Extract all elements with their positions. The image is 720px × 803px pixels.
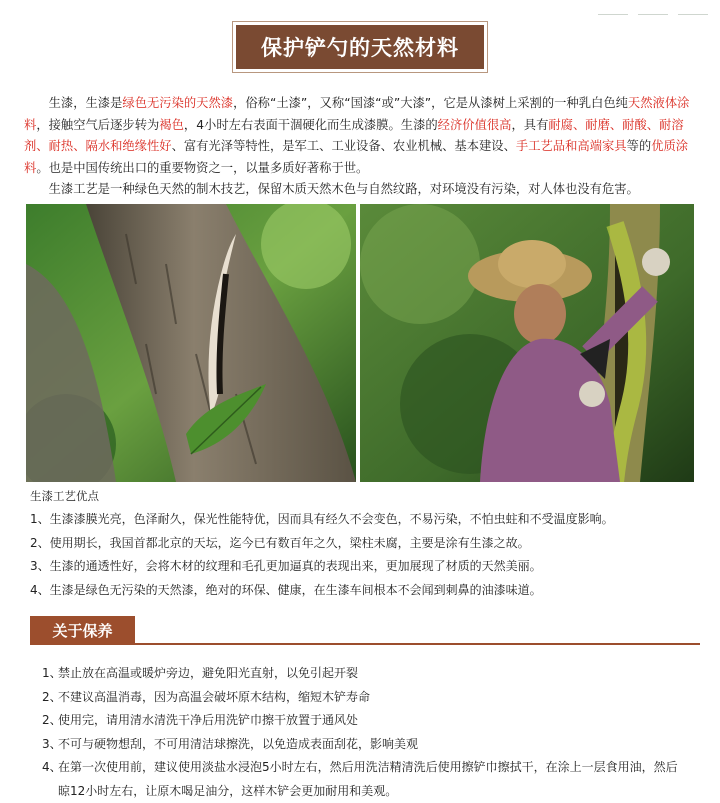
- care-item: [42, 709, 682, 733]
- highlight-text: 绿色无污染的天然漆: [122, 96, 234, 110]
- care-item-text: 不可与硬物想刮，不可用清洁球擦洗，以免造成表面刮花，影响美观: [58, 736, 419, 751]
- intro-text-segment: 。也是中国传统出口的重要物资之一，以量多质好著称于世。: [36, 160, 369, 175]
- care-item-number: 3、: [42, 736, 62, 751]
- care-item: [42, 756, 682, 803]
- advantages-list: [30, 508, 710, 602]
- care-item: [42, 686, 682, 710]
- care-item-number: 4、: [42, 760, 62, 774]
- care-item: [42, 662, 682, 686]
- care-section-title: 关于保养: [30, 616, 135, 644]
- intro-text-segment: ，俗称“土漆”，又称“国漆“或”大漆”，它是从漆树上采割的一种乳白色纯: [233, 96, 628, 110]
- intro-text-segment: ，4小时左右表面干涸硬化而生成漆膜。生漆的: [183, 117, 438, 132]
- care-item-number: 1、: [42, 666, 62, 680]
- advantage-item: 1、生漆漆膜光亮，色泽耐久，保光性能特优，因而具有经久不会变色，不易污染，不怕虫蛀和不受温度影响。: [30, 512, 614, 526]
- intro-text-segment: 生漆，生漆是: [24, 96, 123, 110]
- care-item-number: 2、: [42, 713, 62, 727]
- highlight-text: 优质涂料: [24, 139, 689, 175]
- intro-paragraph-2: 生漆工艺是一种绿色天然的制木技艺，保留木质天然木色与自然纹路，对环境没有污染，对人体也没有危害。: [24, 182, 639, 196]
- care-item-text: 在第一次使用前，建议使用淡盐水浸泡5小时左右，然后用洗洁精清洗后使用擦铲巾擦拭干，在涂上一层食用油，然后晾12小时左右，让原木喝足油分，这样木铲会更加耐用和美观。: [58, 760, 678, 798]
- care-item: [42, 733, 682, 757]
- highlight-text: 耐腐、耐磨、耐酸、耐溶剂、耐热、隔水和绝缘性好: [24, 117, 684, 153]
- advantage-item: 3、生漆的通透性好，会将木材的纹理和毛孔更加逼真的表现出来，更加展现了材质的天然美丽。: [30, 559, 542, 573]
- lacquer-harvester-photo: [360, 204, 694, 482]
- advantages-title: 生漆工艺优点: [30, 489, 99, 503]
- highlight-text: 天然液体涂料: [24, 96, 690, 132]
- page-title: 保护铲勺的天然材料: [236, 25, 484, 69]
- care-item-text: 禁止放在高温或暖炉旁边，避免阳光直射，以免引起开裂: [58, 666, 359, 680]
- care-divider: [30, 643, 700, 645]
- advantage-item: 4、生漆是绿色无污染的天然漆，绝对的环保、健康，在生漆车间根本不会闻到刺鼻的油漆味道。: [30, 582, 542, 597]
- care-item-text: 使用完，请用清水清洗干净后用洗铲巾擦干放置于通风处: [58, 713, 359, 727]
- intro-text-segment: 、富有光泽等特性，是军工、工业设备、农业机械、基本建设、: [171, 139, 516, 153]
- intro-text-segment: 等的: [626, 139, 652, 153]
- top-decoration: [598, 6, 708, 15]
- intro-text-segment: ，接触空气后逐步转为: [36, 117, 160, 132]
- intro-text: [24, 93, 694, 201]
- intro-paragraph-1: [24, 93, 694, 179]
- highlight-text: 手工艺品和高端家具: [515, 139, 627, 153]
- care-item-number: 2、: [42, 689, 62, 704]
- highlight-text: 褐色: [159, 117, 184, 132]
- highlight-text: 经济价值很高: [437, 117, 512, 132]
- intro-text-segment: ，具有: [511, 117, 549, 132]
- care-item-text: 不建议高温消毒，因为高温会破坏原木结构，缩短木铲寿命: [58, 689, 371, 704]
- lacquer-tree-photo: [26, 204, 356, 482]
- photo-row: [26, 204, 694, 482]
- advantage-item: 2、使用期长，我国首都北京的天坛，迄今已有数百年之久，梁柱未腐，主要是涂有生漆之故。: [30, 535, 530, 550]
- care-list: [42, 662, 682, 803]
